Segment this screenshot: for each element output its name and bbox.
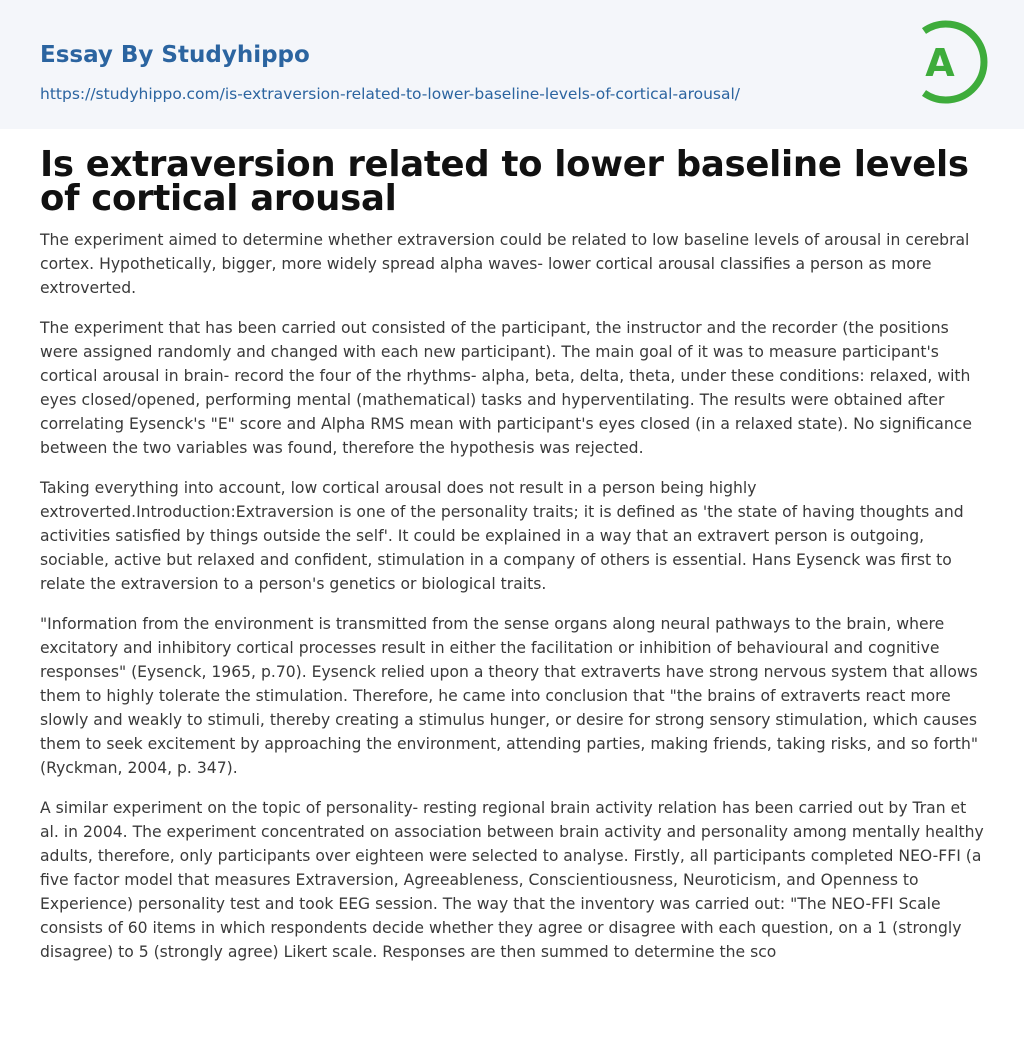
essay-paragraph: A similar experiment on the topic of personality- resting regional brain activity relation has been carried out by Tran et al. in 2004. The experiment concentrated on association between brain activity and personality among mentally healthy adults, therefore, only participants over eighteen were selected to analyse. Firstly, all participants completed NEO-FFI (a five factor model that measures Extraversion, Agreeableness, Conscientiousness, Neuroticism, and Openness to Experience) personality test and took EEG session. The way that the inventory was carried out: "The NEO-FFI Scale consists of 60 items in which respondents decide whether they agree or disagree with each question, on a 1 (strongly disagree) to 5 (strongly agree) Likert scale. Responses are then summed to determine the sco <box>40 799 984 961</box>
logo-letter: A <box>925 41 955 85</box>
essay-body <box>40 228 986 980</box>
essay-paragraph: "Information from the environment is transmitted from the sense organs along neural pathways to the brain, where excitatory and inhibitory cortical processes result in either the facilitation or inhibition of behavioural and cognitive responses" (Eysenck, 1965, p.70). Eysenck relied upon a theory that extraverts have strong nervous system that allows them to highly tolerate the stimulation. Therefore, he came into conclusion that "the brains of extraverts react more slowly and weakly to stimuli, thereby creating a stimulus hunger, or desire for strong sensory stimulation, which causes them to seek excitement by approaching the environment, attending parties, making friends, taking risks, and so forth" (Ryckman, 2004, p. 347). <box>40 615 979 777</box>
site-header <box>0 0 1024 129</box>
studyhippo-logo-icon[interactable] <box>904 18 988 106</box>
page-url-link[interactable]: https://studyhippo.com/is-extraversion-related-to-lower-baseline-levels-of-cortical-arousal/ <box>40 85 741 103</box>
essay-paragraph: Taking everything into account, low cortical arousal does not result in a person being highly extroverted.Introduction:Extraversion is one of the personality traits; it is defined as 'the state of having thoughts and activities satisfied by things outside the self'. It could be explained in a way that an extravert person is outgoing, sociable, active but relaxed and confident, stimulation in a company of others is essential. Hans Eysenck was first to relate the extraversion to a person's genetics or biological traits. <box>40 479 964 593</box>
site-brand[interactable]: Essay By Studyhippo <box>40 42 310 68</box>
page-title: Is extraversion related to lower baseline levels of cortical arousal <box>40 144 969 219</box>
essay-paragraph: The experiment aimed to determine whether extraversion could be related to low baseline levels of arousal in cerebral cortex. Hypothetically, bigger, more widely spread alpha waves- lower cortical arousal classifies a person as more extroverted. <box>40 231 970 297</box>
essay-paragraph: The experiment that has been carried out consisted of the participant, the instructor and the recorder (the positions were assigned randomly and changed with each new participant). The main goal of it was to measure participant's cortical arousal in brain- record the four of the rhythms- alpha, beta, delta, theta, under these conditions: relaxed, with eyes closed/opened, performing mental (mathematical) tasks and hyperventilating. The results were obtained after correlating Eysenck's "E" score and Alpha RMS mean with participant's eyes closed (in a relaxed state). No significance between the two variables was found, therefore the hypothesis was rejected. <box>40 319 972 457</box>
